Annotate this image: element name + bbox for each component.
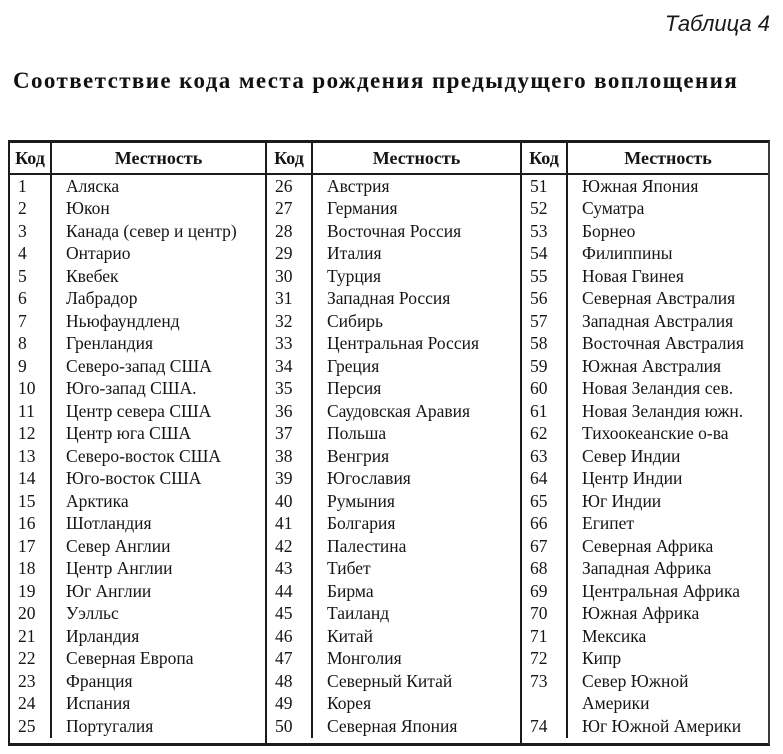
table-row <box>10 198 265 221</box>
code-cell: 49 <box>267 693 313 716</box>
code-cell: 65 <box>522 490 568 513</box>
table-row <box>522 310 768 333</box>
locality-cell: Китай <box>327 625 374 646</box>
code-cell: 68 <box>522 558 568 581</box>
locality-cell: Центральная Африка <box>582 580 741 601</box>
table-row <box>267 378 520 401</box>
locality-cell: Южная Африка <box>582 603 700 624</box>
table-row <box>522 670 768 693</box>
locality-cell: Канада (север и центр) <box>66 220 237 241</box>
locality-cell: Кипр <box>582 648 622 669</box>
code-cell: 66 <box>522 513 568 536</box>
locality-cell: Гренландия <box>66 333 154 354</box>
table-row <box>10 693 265 716</box>
locality-cell: Филиппины <box>582 243 673 264</box>
table-row <box>522 693 768 716</box>
table-row <box>522 535 768 558</box>
locality-cell: Квебек <box>66 265 119 286</box>
locality-cell: Восточная Австралия <box>582 333 744 354</box>
table-row <box>522 715 768 738</box>
code-cell: 10 <box>10 378 52 401</box>
code-cell: 41 <box>267 513 313 536</box>
table-row <box>10 288 265 311</box>
code-cell: 48 <box>267 670 313 693</box>
table-row <box>522 580 768 603</box>
code-cell: 50 <box>267 715 313 738</box>
table-row <box>10 220 265 243</box>
locality-cell: Юг Южной Америки <box>582 715 742 736</box>
table-header-row <box>10 143 265 175</box>
locality-cell: Венгрия <box>327 445 390 466</box>
locality-cell: Болгария <box>327 513 396 534</box>
locality-cell: Новая Гвинея <box>582 265 684 286</box>
table-row <box>10 378 265 401</box>
locality-cell: Север Южной <box>582 670 689 691</box>
code-column-header: Код <box>522 143 568 173</box>
table-row <box>522 333 768 356</box>
locality-cell: Центр Индии <box>582 468 683 489</box>
code-cell: 4 <box>10 243 52 266</box>
locality-cell: Северная Африка <box>582 535 714 556</box>
locality-cell: Лабрадор <box>66 288 138 309</box>
code-cell: 46 <box>267 625 313 648</box>
locality-cell: Новая Зеландия южн. <box>582 400 744 421</box>
code-column-header: Код <box>10 143 52 173</box>
code-cell: 29 <box>267 243 313 266</box>
code-cell: 54 <box>522 243 568 266</box>
code-cell: 52 <box>522 198 568 221</box>
locality-cell: Юго-запад США. <box>66 378 197 399</box>
code-cell: 25 <box>10 715 52 738</box>
locality-cell: Борнео <box>582 220 636 241</box>
locality-cell: Южная Австралия <box>582 355 722 376</box>
table-row <box>522 558 768 581</box>
code-cell: 1 <box>10 175 52 198</box>
table-row <box>522 468 768 491</box>
table-row <box>10 580 265 603</box>
locality-cell: Германия <box>327 198 398 219</box>
code-cell: 19 <box>10 580 52 603</box>
code-cell: 3 <box>10 220 52 243</box>
table-row <box>267 558 520 581</box>
locality-cell: Онтарио <box>66 243 131 264</box>
locality-cell: Центр Англии <box>66 558 173 579</box>
table-row <box>522 378 768 401</box>
locality-cell: Центральная Россия <box>327 333 480 354</box>
locality-cell: Югославия <box>327 468 411 489</box>
table-row <box>522 265 768 288</box>
code-cell: 63 <box>522 445 568 468</box>
table-header-row <box>267 143 520 175</box>
table-row <box>267 715 520 738</box>
locality-cell: Турция <box>327 265 382 286</box>
table-row <box>522 445 768 468</box>
table-row <box>267 580 520 603</box>
code-cell: 61 <box>522 400 568 423</box>
table-rows-group-1 <box>10 175 265 743</box>
code-cell: 37 <box>267 423 313 446</box>
table-row <box>10 243 265 266</box>
code-cell: 26 <box>267 175 313 198</box>
table-row <box>267 625 520 648</box>
code-cell: 45 <box>267 603 313 626</box>
locality-cell: Таиланд <box>327 603 390 624</box>
code-cell: 64 <box>522 468 568 491</box>
table-row <box>10 310 265 333</box>
table-row <box>267 175 520 198</box>
code-cell: 43 <box>267 558 313 581</box>
code-cell: 2 <box>10 198 52 221</box>
table-row <box>267 670 520 693</box>
code-cell: 27 <box>267 198 313 221</box>
table-row <box>522 625 768 648</box>
locality-cell: Юго-восток США <box>66 468 202 489</box>
code-cell: 57 <box>522 310 568 333</box>
locality-cell: Юкон <box>66 198 110 219</box>
table-row <box>267 603 520 626</box>
locality-cell: Северо-восток США <box>66 445 222 466</box>
code-cell: 72 <box>522 648 568 671</box>
code-cell: 18 <box>10 558 52 581</box>
table-row <box>522 490 768 513</box>
locality-column-header: Местность <box>624 147 712 168</box>
locality-cell: Румыния <box>327 490 395 511</box>
locality-cell: Север Индии <box>582 445 681 466</box>
locality-cell: Северо-запад США <box>66 355 212 376</box>
table-row <box>267 400 520 423</box>
locality-cell: Восточная Россия <box>327 220 462 241</box>
code-cell: 69 <box>522 580 568 603</box>
locality-cell: Аляска <box>66 175 120 196</box>
locality-cell: Персия <box>327 378 382 399</box>
locality-cell: Северная Австралия <box>582 288 736 309</box>
table-row <box>267 333 520 356</box>
locality-cell: Франция <box>66 670 133 691</box>
table-row <box>522 175 768 198</box>
code-cell: 39 <box>267 468 313 491</box>
table-rows-group-2 <box>267 175 520 743</box>
code-cell: 22 <box>10 648 52 671</box>
code-cell: 24 <box>10 693 52 716</box>
locality-cell: Уэлльс <box>66 603 119 624</box>
code-cell: 40 <box>267 490 313 513</box>
code-cell: 23 <box>10 670 52 693</box>
code-cell: 53 <box>522 220 568 243</box>
locality-cell: Италия <box>327 243 382 264</box>
code-cell: 5 <box>10 265 52 288</box>
locality-cell: Тихоокеанские о-ва <box>582 423 729 444</box>
code-cell: 17 <box>10 535 52 558</box>
table-row <box>10 513 265 536</box>
codes-table <box>8 140 770 746</box>
code-cell: 35 <box>267 378 313 401</box>
table-row <box>10 445 265 468</box>
table-row <box>267 513 520 536</box>
code-cell: 11 <box>10 400 52 423</box>
table-rows-group-3 <box>522 175 768 743</box>
table-row <box>10 535 265 558</box>
code-cell: 32 <box>267 310 313 333</box>
locality-cell: Юг Англии <box>66 580 152 601</box>
table-row <box>10 355 265 378</box>
table-row <box>10 333 265 356</box>
code-cell <box>522 693 568 716</box>
code-cell: 15 <box>10 490 52 513</box>
locality-cell: Центр севера США <box>66 400 212 421</box>
table-row <box>10 175 265 198</box>
code-cell: 58 <box>522 333 568 356</box>
locality-cell: Греция <box>327 355 380 376</box>
code-cell: 59 <box>522 355 568 378</box>
code-cell: 55 <box>522 265 568 288</box>
table-header-row <box>522 143 768 175</box>
table-column-group-3 <box>520 143 768 743</box>
page-title: Соответствие кода места рождения предыдущего воплощения <box>13 68 739 93</box>
table-row <box>267 693 520 716</box>
table-row <box>522 648 768 671</box>
table-row <box>10 490 265 513</box>
locality-cell: Америки <box>582 693 650 714</box>
table-row <box>10 558 265 581</box>
table-row <box>522 400 768 423</box>
locality-cell: Египет <box>582 513 635 534</box>
locality-column-header: Местность <box>372 147 461 168</box>
table-row <box>267 220 520 243</box>
locality-cell: Суматра <box>582 198 645 219</box>
locality-cell: Ирландия <box>66 625 140 646</box>
code-cell: 12 <box>10 423 52 446</box>
table-row <box>267 535 520 558</box>
code-cell: 20 <box>10 603 52 626</box>
locality-cell: Тибет <box>327 558 371 579</box>
locality-cell: Южная Япония <box>582 175 699 196</box>
code-cell: 67 <box>522 535 568 558</box>
locality-cell: Арктика <box>66 490 129 511</box>
locality-cell: Бирма <box>327 580 374 601</box>
code-cell: 56 <box>522 288 568 311</box>
code-cell: 47 <box>267 648 313 671</box>
locality-cell: Австрия <box>327 175 390 196</box>
locality-cell: Западная Австралия <box>582 310 734 331</box>
locality-cell: Польша <box>327 423 387 444</box>
table-row <box>10 670 265 693</box>
table-row <box>10 468 265 491</box>
table-row <box>267 265 520 288</box>
code-cell: 71 <box>522 625 568 648</box>
locality-cell: Португалия <box>66 715 154 736</box>
table-row <box>522 603 768 626</box>
code-cell: 14 <box>10 468 52 491</box>
locality-cell: Северная Япония <box>327 715 458 736</box>
code-cell: 16 <box>10 513 52 536</box>
table-row <box>10 423 265 446</box>
code-cell: 6 <box>10 288 52 311</box>
table-row <box>10 625 265 648</box>
table-row <box>267 648 520 671</box>
table-row <box>267 288 520 311</box>
table-row <box>267 198 520 221</box>
code-cell: 42 <box>267 535 313 558</box>
table-row <box>10 603 265 626</box>
code-cell: 13 <box>10 445 52 468</box>
table-row <box>522 288 768 311</box>
locality-cell: Новая Зеландия сев. <box>582 378 734 399</box>
code-cell: 70 <box>522 603 568 626</box>
locality-cell: Северный Китай <box>327 670 453 691</box>
code-cell: 8 <box>10 333 52 356</box>
code-cell: 9 <box>10 355 52 378</box>
locality-cell: Монголия <box>327 648 402 669</box>
code-cell: 51 <box>522 175 568 198</box>
code-cell: 36 <box>267 400 313 423</box>
locality-cell: Юг Индии <box>582 490 662 511</box>
locality-cell: Северная Европа <box>66 648 194 669</box>
locality-cell: Сибирь <box>327 310 384 331</box>
locality-cell: Западная Россия <box>327 288 451 309</box>
code-cell: 74 <box>522 715 568 738</box>
locality-cell: Центр юга США <box>66 423 192 444</box>
table-column-group-2 <box>265 143 520 743</box>
table-row <box>10 265 265 288</box>
table-row <box>267 310 520 333</box>
locality-cell: Испания <box>66 693 131 714</box>
code-cell: 31 <box>267 288 313 311</box>
locality-cell: Корея <box>327 693 372 714</box>
code-cell: 44 <box>267 580 313 603</box>
table-row <box>267 423 520 446</box>
code-cell: 62 <box>522 423 568 446</box>
table-row <box>10 715 265 738</box>
code-cell: 60 <box>522 378 568 401</box>
table-column-group-1 <box>10 143 265 743</box>
table-row <box>267 445 520 468</box>
table-row <box>522 220 768 243</box>
code-cell: 33 <box>267 333 313 356</box>
table-row <box>267 468 520 491</box>
table-row <box>267 355 520 378</box>
table-row <box>522 243 768 266</box>
locality-cell: Ньюфаундленд <box>66 310 180 331</box>
locality-cell: Шотландия <box>66 513 152 534</box>
table-number-label: Таблица 4 <box>664 11 770 36</box>
code-cell: 21 <box>10 625 52 648</box>
locality-column-header: Местность <box>114 147 203 168</box>
table-row <box>267 243 520 266</box>
locality-cell: Саудовская Аравия <box>327 400 471 421</box>
table-row <box>522 513 768 536</box>
table-row <box>10 400 265 423</box>
code-column-header: Код <box>267 143 313 173</box>
code-cell: 30 <box>267 265 313 288</box>
locality-cell: Палестина <box>327 535 407 556</box>
table-row <box>267 490 520 513</box>
locality-cell: Мексика <box>582 625 647 646</box>
code-cell: 28 <box>267 220 313 243</box>
locality-cell: Западная Африка <box>582 558 712 579</box>
code-cell: 73 <box>522 670 568 693</box>
code-cell: 38 <box>267 445 313 468</box>
locality-cell: Север Англии <box>66 535 171 556</box>
table-row <box>10 648 265 671</box>
table-row <box>522 198 768 221</box>
table-row <box>522 423 768 446</box>
code-cell: 7 <box>10 310 52 333</box>
table-row <box>522 355 768 378</box>
code-cell: 34 <box>267 355 313 378</box>
